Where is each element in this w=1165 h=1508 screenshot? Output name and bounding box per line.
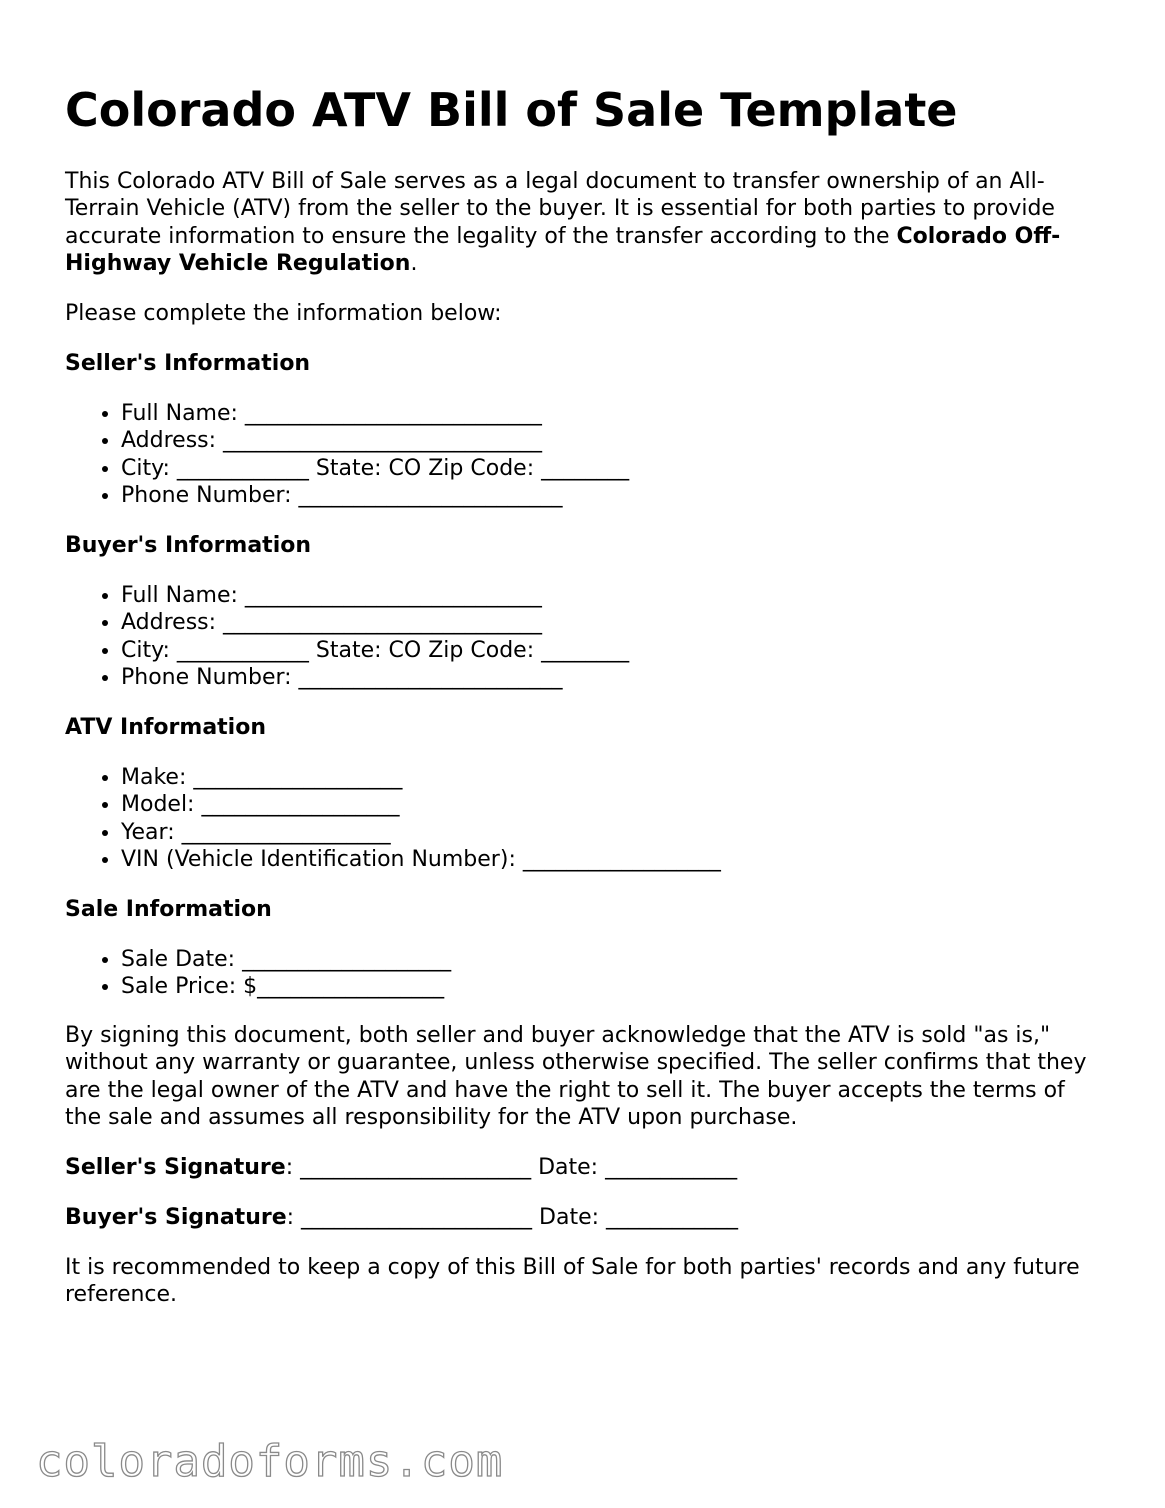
seller-signature-label: Seller's Signature bbox=[65, 1155, 286, 1180]
sale-fields-list bbox=[65, 946, 1161, 1001]
buyer-signature-line[interactable] bbox=[65, 1204, 1105, 1231]
site-watermark: coloradoforms.com bbox=[36, 1436, 504, 1487]
buyer-city-state-zip-field[interactable]: • City: ____________ State: CO Zip Code: ________ bbox=[121, 637, 1161, 664]
sale-price-field[interactable]: • Sale Price: $_________________ bbox=[121, 973, 1161, 1000]
buyer-full-name-field[interactable]: • Full Name: ___________________________ bbox=[121, 582, 1161, 609]
intro-paragraph bbox=[65, 168, 1105, 277]
seller-city-state-zip-field[interactable]: • City: ____________ State: CO Zip Code: ________ bbox=[121, 455, 1161, 482]
buyer-signature-blank[interactable]: : _____________________ Date: ____________ bbox=[286, 1205, 739, 1230]
instructions-text: Please complete the information below: bbox=[65, 301, 502, 326]
buyer-heading: Buyer's Information bbox=[65, 533, 312, 558]
atv-model-field[interactable]: • Model: __________________ bbox=[121, 791, 1161, 818]
atv-year-field[interactable]: • Year: ___________________ bbox=[121, 819, 1161, 846]
sale-heading: Sale Information bbox=[65, 897, 272, 922]
acknowledgement-paragraph: By signing this document, both seller and buyer acknowledge that the ATV is sold "as is," without any warranty or guarantee, unless otherwise specified. The seller confirms that they are the legal owner of the ATV and have the right to sell it. The buyer accepts the terms of the sale and assumes all responsibility for the ATV upon purchase. bbox=[65, 1023, 1087, 1130]
sale-date-field[interactable]: • Sale Date: ___________________ bbox=[121, 946, 1161, 973]
buyer-signature-label: Buyer's Signature bbox=[65, 1205, 287, 1230]
seller-phone-field[interactable]: • Phone Number: ________________________ bbox=[121, 482, 1161, 509]
regulation-name: Colorado Off-Highway Vehicle Regulation bbox=[65, 223, 1061, 276]
intro-text: This Colorado ATV Bill of Sale serves as a legal document to transfer ownership of an All-Terrain Vehicle (ATV) from the seller to the buyer. It is essential for both parties to provide accurate information to ensure the legality of the transfer according to the bbox=[65, 169, 1055, 249]
atv-fields-list bbox=[65, 764, 1161, 873]
buyer-phone-field[interactable]: • Phone Number: ________________________ bbox=[121, 664, 1161, 691]
page-title: Colorado ATV Bill of Sale Template bbox=[65, 83, 958, 137]
seller-address-field[interactable]: • Address: _____________________________ bbox=[121, 427, 1161, 454]
intro-end: . bbox=[410, 250, 418, 276]
seller-heading: Seller's Information bbox=[65, 351, 311, 376]
atv-vin-field[interactable]: • VIN (Vehicle Identification Number): __________________ bbox=[121, 846, 1161, 873]
seller-fields-list bbox=[65, 400, 1161, 509]
closing-note: It is recommended to keep a copy of this Bill of Sale for both parties' records and any future reference. bbox=[65, 1255, 1080, 1308]
atv-heading: ATV Information bbox=[65, 715, 266, 740]
seller-signature-line[interactable] bbox=[65, 1154, 1105, 1181]
seller-signature-blank[interactable]: : _____________________ Date: ____________ bbox=[285, 1155, 738, 1180]
seller-full-name-field[interactable]: • Full Name: ___________________________ bbox=[121, 400, 1161, 427]
atv-make-field[interactable]: • Make: ___________________ bbox=[121, 764, 1161, 791]
buyer-fields-list bbox=[65, 582, 1161, 691]
buyer-address-field[interactable]: • Address: _____________________________ bbox=[121, 609, 1161, 636]
